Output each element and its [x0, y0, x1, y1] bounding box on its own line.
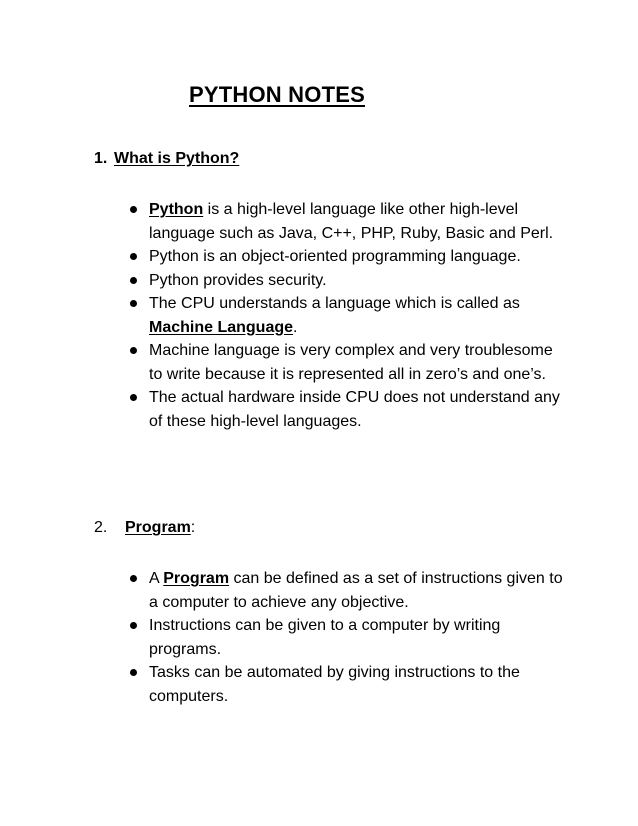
- section-title: What is Python?: [114, 150, 240, 167]
- bullet-icon: [130, 300, 137, 307]
- list-item: [130, 198, 570, 245]
- list-item: [130, 661, 570, 708]
- section-title-suffix: :: [190, 519, 196, 536]
- bullet-icon: [130, 253, 137, 260]
- bullet-icon: [130, 669, 137, 676]
- bullet-list-program: [130, 567, 570, 708]
- section-title: Program: [125, 519, 191, 536]
- bullet-text: Tasks can be automated by giving instructions to the computers.: [149, 664, 520, 705]
- bullet-text: The CPU understands a language which is called as: [149, 295, 520, 312]
- bullet-icon: [130, 622, 137, 629]
- term-machine-language: Machine Language: [149, 318, 294, 336]
- section-heading-what-is-python: [94, 150, 239, 168]
- list-item: [130, 245, 570, 269]
- section-number: 2.: [94, 519, 108, 536]
- bullet-list-what-is-python: [130, 198, 570, 433]
- bullet-icon: [130, 206, 137, 213]
- list-item: [130, 386, 570, 433]
- bullet-icon: [130, 575, 137, 582]
- page-title: PYTHON NOTES: [189, 82, 365, 107]
- section-heading-program: [94, 519, 195, 537]
- bullet-icon: [130, 277, 137, 284]
- list-item: [130, 567, 570, 614]
- list-item: [130, 614, 570, 661]
- bullet-text: Instructions can be given to a computer by writing programs.: [149, 617, 501, 658]
- list-item: [130, 292, 570, 339]
- bullet-text: The actual hardware inside CPU does not understand any of these high-level languages.: [149, 389, 560, 430]
- bullet-text: Machine language is very complex and very troublesome to write because it is represented all in zero’s and one’s.: [149, 342, 553, 383]
- bullet-text: is a high-level language like other high-level language such as Java, C++, PHP, Ruby, Basic and Perl.: [149, 201, 554, 242]
- term-python: Python: [149, 201, 204, 218]
- bullet-text: Python provides security.: [149, 271, 327, 289]
- bullet-suffix: .: [293, 318, 298, 336]
- list-item: [130, 269, 570, 293]
- bullet-text: Python is an object-oriented programming language.: [149, 248, 521, 265]
- bullet-icon: [130, 394, 137, 401]
- bullet-text: can be defined as a set of instructions given to a computer to achieve any objective.: [149, 570, 563, 611]
- bullet-prefix: A: [149, 570, 159, 587]
- term-program: Program: [163, 570, 230, 587]
- list-item: [130, 339, 570, 386]
- bullet-icon: [130, 347, 137, 354]
- section-number: 1.: [94, 150, 108, 167]
